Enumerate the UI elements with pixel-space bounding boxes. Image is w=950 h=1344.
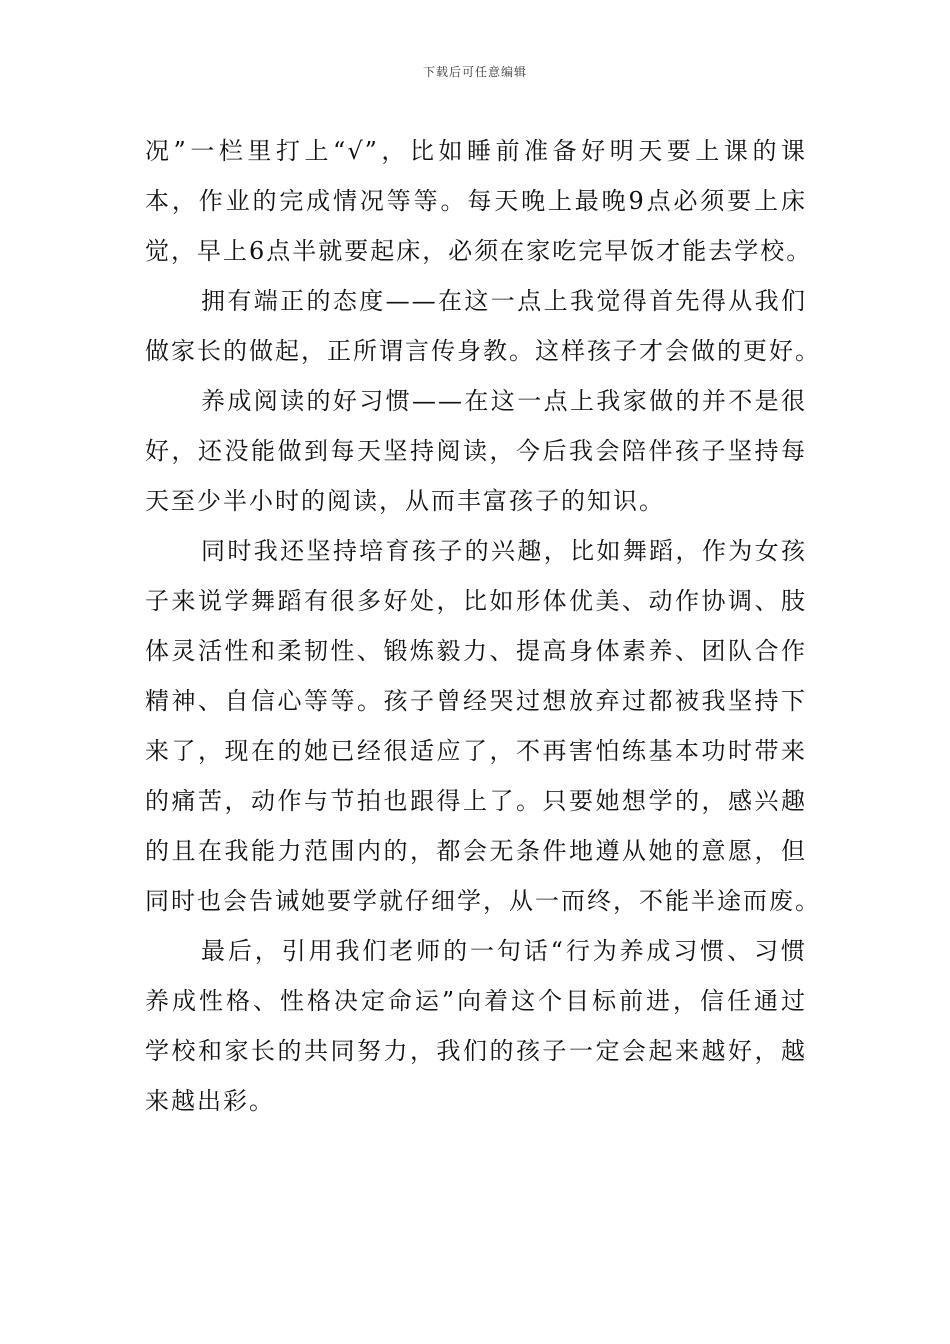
paragraph-5-line-2: 养成性格、性格决定命运”向着这个目标前进，信任通过 xyxy=(145,987,807,1015)
paragraph-4-line-3: 体灵活性和柔韧性、锻炼毅力、提高身体素养、团队合作 xyxy=(145,637,807,665)
paragraph-4-line-1: 同时我还坚持培育孩子的兴趣，比如舞蹈，作为女孩 xyxy=(201,537,807,565)
paragraph-2-line-2: 做家长的做起，正所谓言传身教。这样孩子才会做的更好。 xyxy=(145,337,821,365)
paragraph-2-line-1: 拥有端正的态度——在这一点上我觉得首先得从我们 xyxy=(201,287,807,315)
paragraph-4-line-6: 的痛苦，动作与节拍也跟得上了。只要她想学的，感兴趣 xyxy=(145,787,807,815)
document-body xyxy=(145,126,821,1126)
paragraph-1-line-3: 觉，早上6点半就要起床，必须在家吃完早饭才能去学校。 xyxy=(145,237,813,265)
paragraph-4-line-2: 子来说学舞蹈有很多好处，比如形体优美、动作协调、肢 xyxy=(145,587,807,615)
page-header: 下载后可任意编辑 xyxy=(422,65,527,79)
paragraph-4-line-5: 来了，现在的她已经很适应了，不再害怕练基本功时带来 xyxy=(145,737,807,765)
paragraph-1-line-2: 本，作业的完成情况等等。每天晚上最晚9点必须要上床 xyxy=(145,187,807,215)
paragraph-5-line-1: 最后，引用我们老师的一句话“行为养成习惯、习惯 xyxy=(201,937,807,965)
paragraph-4-line-8: 同时也会告诫她要学就仔细学，从一而终，不能半途而废。 xyxy=(145,887,821,915)
paragraph-3-line-3: 天至少半小时的阅读，从而丰富孩子的知识。 xyxy=(145,487,665,515)
paragraph-3-line-1: 养成阅读的好习惯——在这一点上我家做的并不是很 xyxy=(201,387,807,415)
paragraph-4-line-7: 的且在我能力范围内的，都会无条件地遵从她的意愿，但 xyxy=(145,837,807,865)
paragraph-1-line-1: 况”一栏里打上“√”，比如睡前准备好明天要上课的课 xyxy=(145,137,807,165)
paragraph-4-line-4: 精神、自信心等等。孩子曾经哭过想放弃过都被我坚持下 xyxy=(145,687,807,715)
paragraph-5-line-4: 来越出彩。 xyxy=(145,1087,275,1115)
paragraph-3-line-2: 好，还没能做到每天坚持阅读，今后我会陪伴孩子坚持每 xyxy=(145,437,807,465)
paragraph-5-line-3: 学校和家长的共同努力，我们的孩子一定会起来越好，越 xyxy=(145,1037,807,1065)
